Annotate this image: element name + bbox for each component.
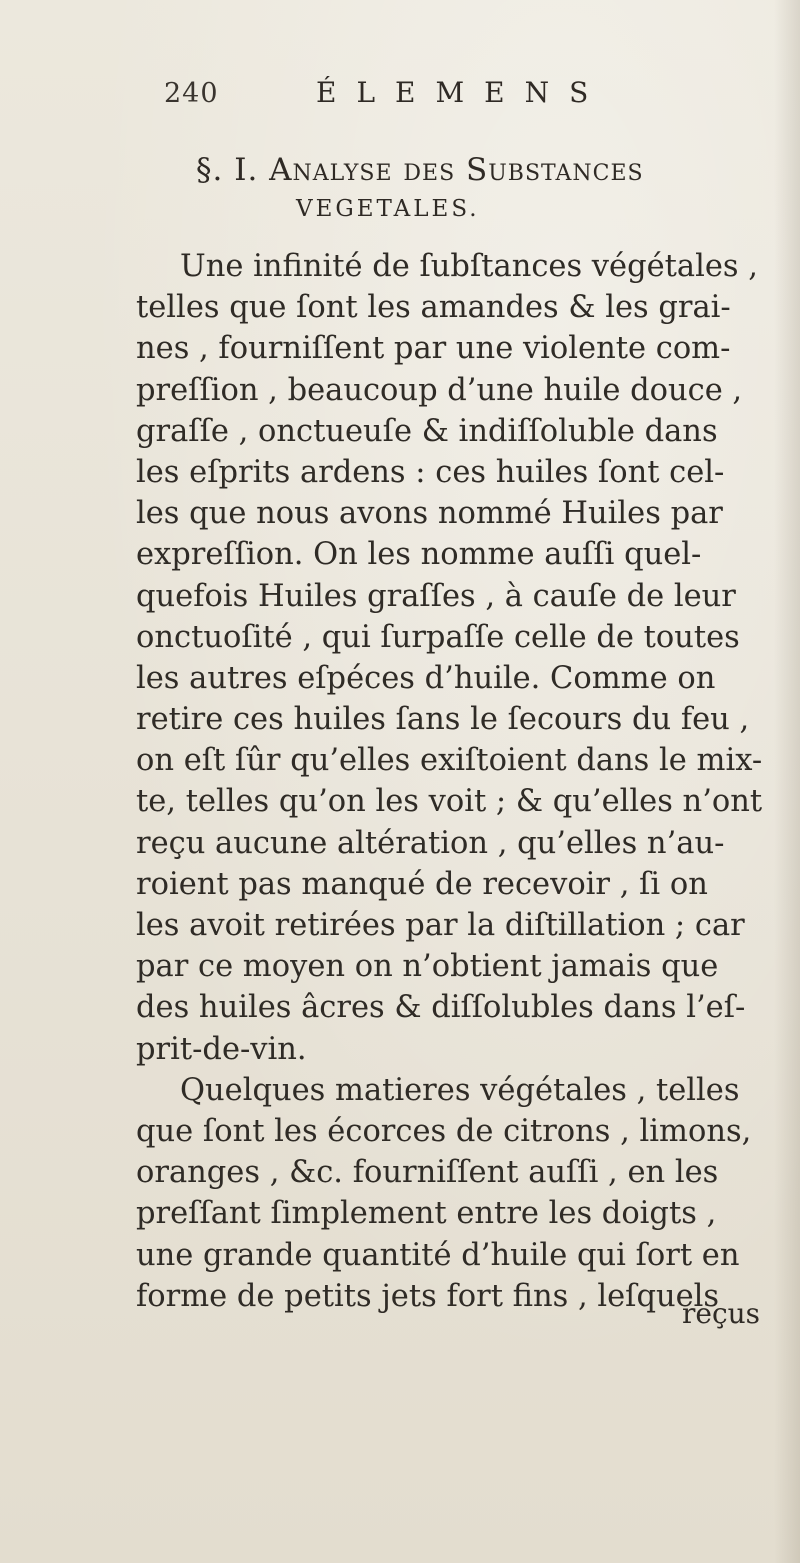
text-line: preſſant ſimplement entre les doigts , (136, 1196, 717, 1232)
text-line: les que nous avons nommé Huiles par (136, 496, 723, 532)
catchword: reçus (682, 1297, 761, 1330)
text-line: que ſont les écorces de citrons , limons, (136, 1113, 752, 1149)
text-line: roient pas manqué de recevoir , ſi on (136, 866, 708, 902)
text-line: nes , fourniſſent par une violente com- (136, 331, 731, 367)
text-line: telles que ſont les amandes & les grai- (136, 290, 731, 326)
text-line: Une infinité de ſubſtances végétales , (180, 249, 758, 284)
running-title: ÉLEMENS (316, 76, 609, 109)
text-line: onctuoſité , qui ſurpaſſe celle de toutes (136, 619, 740, 655)
section-heading: §. I. Analyse des Substances (196, 152, 644, 188)
text-line: les eſprits ardens : ces huiles ſont cel- (136, 454, 725, 490)
text-line: les autres eſpéces d’huile. Comme on (136, 660, 716, 696)
text-line: graſſe , onctueuſe & indiſſoluble dans (136, 413, 718, 449)
text-line: forme de petits jets fort fins , leſquels (136, 1278, 720, 1314)
text-line: par ce moyen on n’obtient jamais que (136, 949, 719, 985)
text-line: les avoit retirées par la diſtillation ; car (136, 908, 745, 943)
text-line: des huiles âcres & diſſolubles dans l’eſ- (136, 990, 746, 1026)
text-line: oranges , &c. fourniſſent auſſi , en les (136, 1155, 719, 1191)
text-line: retire ces huiles ſans le ſecours du feu , (136, 702, 750, 738)
page-number: 240 (164, 78, 219, 109)
section-subheading: VEGETALES. (296, 196, 480, 222)
text-line: une grande quantité d’huile qui ſort en (136, 1237, 740, 1273)
text-line: quefois Huiles graſſes , à cauſe de leur (136, 578, 736, 614)
text-line: on eſt ſûr qu’elles exiſtoient dans le mix- (136, 743, 763, 779)
text-line: te, telles qu’on les voit ; & qu’elles n’ont (136, 784, 763, 820)
text-line: preſſion , beaucoup d’une huile douce , (136, 372, 743, 408)
text-line: Quelques matieres végétales , telles (180, 1072, 740, 1108)
body-text (136, 246, 776, 1317)
page-edge-shadow (774, 0, 800, 1563)
text-line: prit-de-vin. (136, 1031, 307, 1067)
text-line: reçu aucune altération , qu’elles n’au- (136, 825, 725, 861)
running-head (164, 76, 634, 116)
text-line: expreſſion. On les nomme auſſi quel- (136, 537, 702, 573)
